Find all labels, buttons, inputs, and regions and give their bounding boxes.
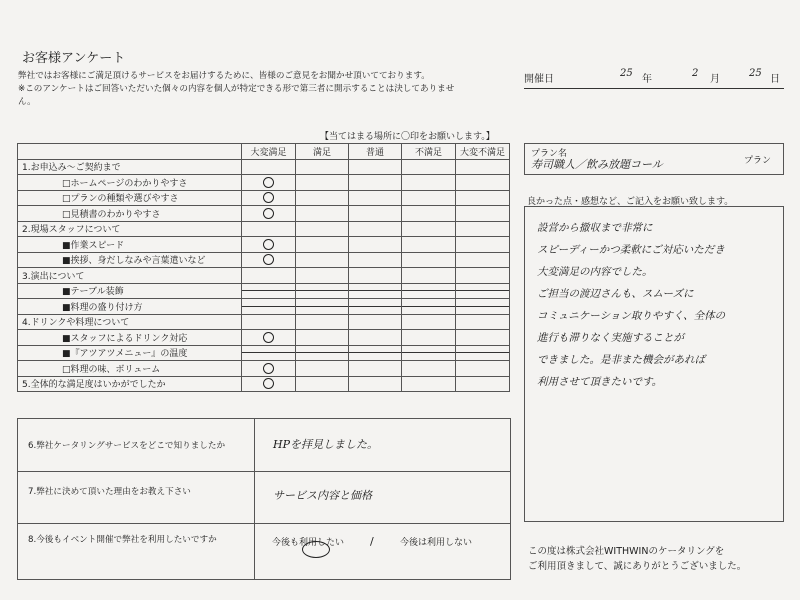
survey-item-row bbox=[18, 361, 510, 377]
comment-line: コミュニケーション取りやすく、全体の bbox=[537, 310, 726, 322]
rating-cell[interactable] bbox=[296, 237, 349, 253]
rating-cell[interactable] bbox=[456, 268, 510, 284]
option-separator: / bbox=[370, 535, 374, 548]
rating-cell[interactable] bbox=[242, 206, 296, 222]
rating-cell[interactable] bbox=[402, 268, 456, 284]
rating-cell[interactable] bbox=[296, 268, 349, 284]
selected-rating-circle bbox=[263, 177, 274, 188]
rating-cell[interactable] bbox=[349, 159, 402, 175]
rating-cell[interactable] bbox=[349, 283, 402, 299]
comment-line: 設営から撤収まで非常に bbox=[537, 222, 653, 234]
date-year-unit: 年 bbox=[642, 74, 652, 85]
header-very-unsatisfied: 大変不満足 bbox=[456, 144, 510, 160]
no-answer-line bbox=[456, 290, 510, 291]
date-month: 2 bbox=[692, 68, 699, 79]
date-underline bbox=[524, 88, 784, 89]
question-box bbox=[17, 418, 511, 580]
question-7-row bbox=[18, 471, 510, 524]
comment-label: 良かった点・感想など、ご記入をお願い致します。 bbox=[527, 197, 734, 207]
rating-cell[interactable] bbox=[402, 361, 456, 377]
rating-cell[interactable] bbox=[242, 252, 296, 268]
rating-cell[interactable] bbox=[242, 190, 296, 206]
rating-cell[interactable] bbox=[242, 237, 296, 253]
question-6-row bbox=[18, 419, 510, 472]
rating-cell[interactable] bbox=[242, 361, 296, 377]
rating-cell[interactable] bbox=[349, 330, 402, 346]
thanks-line: この度は株式会社WITHWINのケータリングを bbox=[528, 546, 725, 557]
no-answer-line bbox=[349, 306, 402, 307]
survey-item-row bbox=[18, 252, 510, 268]
question-divider bbox=[254, 419, 255, 579]
comment-line: 進行も滞りなく実施することが bbox=[537, 332, 684, 344]
comment-line: できました。是非また機会があれば bbox=[537, 354, 705, 366]
rating-cell[interactable] bbox=[242, 221, 296, 237]
comment-line: 大変満足の内容でした。 bbox=[537, 266, 653, 278]
no-answer-line bbox=[456, 352, 510, 353]
comment-line: 利用させて頂きたいです。 bbox=[537, 376, 663, 388]
rating-cell[interactable] bbox=[402, 283, 456, 299]
survey-item-row bbox=[18, 237, 510, 253]
rating-cell[interactable] bbox=[402, 376, 456, 392]
rating-cell[interactable] bbox=[456, 252, 510, 268]
no-answer-line bbox=[349, 290, 402, 291]
plan-box bbox=[524, 143, 784, 175]
plan-suffix: プラン bbox=[743, 156, 771, 166]
rating-cell[interactable] bbox=[456, 283, 510, 299]
comment-line: ご担当の渡辺さんも、スムーズに bbox=[537, 288, 694, 300]
rating-cell[interactable] bbox=[402, 206, 456, 222]
survey-section-row bbox=[18, 159, 510, 175]
survey-table bbox=[17, 143, 510, 392]
rating-cell[interactable] bbox=[349, 268, 402, 284]
survey-row-label: □プランの種類や選びやすさ bbox=[18, 190, 242, 206]
rating-cell[interactable] bbox=[242, 159, 296, 175]
header-neutral: 普通 bbox=[349, 144, 402, 160]
plan-value[interactable]: 寿司職人／飲み放題コール bbox=[531, 158, 663, 171]
rating-cell[interactable] bbox=[242, 268, 296, 284]
rating-cell[interactable] bbox=[402, 299, 456, 315]
rating-cell[interactable] bbox=[456, 159, 510, 175]
rating-cell[interactable] bbox=[456, 190, 510, 206]
option-stop-use[interactable]: 今後は利用しない bbox=[400, 538, 473, 548]
no-answer-line bbox=[402, 290, 456, 291]
question-8-label: 8.今後もイベント開催で弊社を利用したいですか bbox=[28, 535, 217, 545]
plan-label: プラン名 bbox=[531, 149, 568, 159]
rating-cell[interactable] bbox=[242, 175, 296, 191]
survey-row-label: 3.演出について bbox=[18, 268, 242, 284]
comment-text bbox=[537, 217, 775, 393]
form-title: お客様アンケート bbox=[22, 51, 126, 66]
question-8-row bbox=[18, 523, 510, 578]
survey-row-label: □料理の味、ボリューム bbox=[18, 361, 242, 377]
rating-cell[interactable] bbox=[296, 376, 349, 392]
survey-row-label: □見積書のわかりやすさ bbox=[18, 206, 242, 222]
rating-cell[interactable] bbox=[349, 361, 402, 377]
header-unsatisfied: 不満足 bbox=[402, 144, 456, 160]
date-label: 開催日 bbox=[524, 74, 554, 85]
survey-section-row bbox=[18, 376, 510, 392]
option-continue-use-label: 今後も利用したい bbox=[272, 538, 345, 548]
rating-cell[interactable] bbox=[349, 314, 402, 330]
rating-cell[interactable] bbox=[456, 314, 510, 330]
rating-cell[interactable] bbox=[456, 361, 510, 377]
rating-cell[interactable] bbox=[402, 252, 456, 268]
date-month-unit: 月 bbox=[710, 74, 720, 85]
survey-row-label: 4.ドリンクや料理について bbox=[18, 314, 242, 330]
survey-item-row bbox=[18, 299, 510, 315]
rating-cell[interactable] bbox=[349, 237, 402, 253]
survey-section-row bbox=[18, 314, 510, 330]
survey-item-row bbox=[18, 190, 510, 206]
date-day: 25 bbox=[749, 68, 762, 79]
mark-instruction: 【当てはまる場所に〇印をお願いします。】 bbox=[320, 132, 495, 142]
event-date bbox=[524, 70, 784, 85]
survey-section-row bbox=[18, 221, 510, 237]
rating-cell[interactable] bbox=[296, 283, 349, 299]
survey-row-label: ■『アツアツメニュー』の温度 bbox=[18, 345, 242, 361]
rating-cell[interactable] bbox=[349, 252, 402, 268]
rating-cell[interactable] bbox=[402, 345, 456, 361]
rating-cell[interactable] bbox=[456, 299, 510, 315]
question-7-label: 7.弊社に決めて頂いた理由をお教え下さい bbox=[28, 487, 191, 497]
rating-cell[interactable] bbox=[242, 376, 296, 392]
survey-row-label: ■料理の盛り付け方 bbox=[18, 299, 242, 315]
survey-row-label: ■スタッフによるドリンク対応 bbox=[18, 330, 242, 346]
rating-cell[interactable] bbox=[349, 206, 402, 222]
rating-cell[interactable] bbox=[456, 221, 510, 237]
selected-option-circle bbox=[302, 541, 330, 558]
rating-cell[interactable] bbox=[296, 361, 349, 377]
survey-row-label: ■テーブル装飾 bbox=[18, 283, 242, 299]
rating-cell[interactable] bbox=[402, 314, 456, 330]
no-answer-line bbox=[296, 352, 349, 353]
survey-row-label: 2.現場スタッフについて bbox=[18, 221, 242, 237]
no-answer-line bbox=[296, 290, 349, 291]
option-continue-use[interactable] bbox=[272, 535, 344, 548]
thanks-message bbox=[528, 544, 746, 574]
rating-cell[interactable] bbox=[242, 330, 296, 346]
rating-cell[interactable] bbox=[349, 190, 402, 206]
rating-cell[interactable] bbox=[349, 221, 402, 237]
rating-cell[interactable] bbox=[349, 376, 402, 392]
selected-rating-circle bbox=[263, 192, 274, 203]
rating-cell[interactable] bbox=[242, 314, 296, 330]
survey-item-row bbox=[18, 345, 510, 361]
intro-line: 弊社ではお客様にご満足頂けるサービスをお届けするために、皆様のご意見をお聞かせ頂いてております。 bbox=[18, 71, 430, 81]
rating-cell[interactable] bbox=[349, 175, 402, 191]
rating-cell[interactable] bbox=[296, 190, 349, 206]
rating-cell[interactable] bbox=[296, 345, 349, 361]
rating-cell[interactable] bbox=[456, 376, 510, 392]
intro-line: ※このアンケートはご回答いただいた個々の内容を個人が特定できる形で第三者に開示することは決してありませ bbox=[18, 84, 455, 94]
rating-cell[interactable] bbox=[456, 206, 510, 222]
question-6-label: 6.弊社ケータリングサービスをどこで知りましたか bbox=[28, 441, 226, 451]
survey-header-row bbox=[18, 144, 510, 160]
no-answer-line bbox=[296, 306, 349, 307]
rating-cell[interactable] bbox=[242, 345, 296, 361]
comment-line: スピーディーかつ柔軟にご対応いただき bbox=[537, 244, 725, 256]
rating-cell[interactable] bbox=[296, 299, 349, 315]
no-answer-line bbox=[242, 352, 296, 353]
header-satisfied: 満足 bbox=[296, 144, 349, 160]
survey-row-label: 1.お申込み～ご契約まで bbox=[18, 159, 242, 175]
selected-rating-circle bbox=[263, 332, 274, 343]
rating-cell[interactable] bbox=[242, 299, 296, 315]
rating-cell[interactable] bbox=[349, 345, 402, 361]
thanks-line: ご利用頂きまして、誠にありがとうございました。 bbox=[528, 561, 747, 572]
rating-cell[interactable] bbox=[402, 190, 456, 206]
rating-cell[interactable] bbox=[402, 159, 456, 175]
survey-row-label: ■作業スピード bbox=[18, 237, 242, 253]
rating-cell[interactable] bbox=[296, 314, 349, 330]
selected-rating-circle bbox=[263, 378, 274, 389]
rating-cell[interactable] bbox=[456, 345, 510, 361]
selected-rating-circle bbox=[263, 363, 274, 374]
rating-cell[interactable] bbox=[296, 175, 349, 191]
header-blank bbox=[18, 144, 242, 160]
question-6-answer[interactable]: HPを拝見しました。 bbox=[273, 438, 378, 451]
survey-row-label: □ホームページのわかりやすさ bbox=[18, 175, 242, 191]
rating-cell[interactable] bbox=[402, 237, 456, 253]
survey-item-row bbox=[18, 206, 510, 222]
rating-cell[interactable] bbox=[456, 175, 510, 191]
rating-cell[interactable] bbox=[349, 299, 402, 315]
survey-section-row bbox=[18, 268, 510, 284]
rating-cell[interactable] bbox=[402, 330, 456, 346]
survey-item-row bbox=[18, 175, 510, 191]
rating-cell[interactable] bbox=[456, 330, 510, 346]
header-very-satisfied: 大変満足 bbox=[242, 144, 296, 160]
rating-cell[interactable] bbox=[296, 330, 349, 346]
date-year: 25 bbox=[620, 68, 633, 79]
selected-rating-circle bbox=[263, 208, 274, 219]
selected-rating-circle bbox=[263, 239, 274, 250]
rating-cell[interactable] bbox=[402, 221, 456, 237]
survey-item-row bbox=[18, 283, 510, 299]
selected-rating-circle bbox=[263, 254, 274, 265]
survey-item-row bbox=[18, 330, 510, 346]
no-answer-line bbox=[242, 290, 296, 291]
no-answer-line bbox=[402, 352, 456, 353]
survey-row-label: ■挨拶、身だしなみや言葉遣いなど bbox=[18, 252, 242, 268]
no-answer-line bbox=[402, 306, 456, 307]
intro-line: ん。 bbox=[18, 97, 36, 107]
no-answer-line bbox=[456, 306, 510, 307]
date-day-unit: 日 bbox=[770, 74, 780, 85]
rating-cell[interactable] bbox=[296, 206, 349, 222]
rating-cell[interactable] bbox=[296, 221, 349, 237]
survey-row-label: 5.全体的な満足度はいかがでしたか bbox=[18, 376, 242, 392]
rating-cell[interactable] bbox=[296, 252, 349, 268]
intro-text bbox=[18, 70, 508, 109]
question-7-answer[interactable]: サービス内容と価格 bbox=[273, 489, 372, 502]
rating-cell[interactable] bbox=[456, 237, 510, 253]
no-answer-line bbox=[242, 306, 296, 307]
rating-cell[interactable] bbox=[296, 159, 349, 175]
rating-cell[interactable] bbox=[242, 283, 296, 299]
comment-box[interactable] bbox=[524, 206, 784, 522]
no-answer-line bbox=[349, 352, 402, 353]
rating-cell[interactable] bbox=[402, 175, 456, 191]
